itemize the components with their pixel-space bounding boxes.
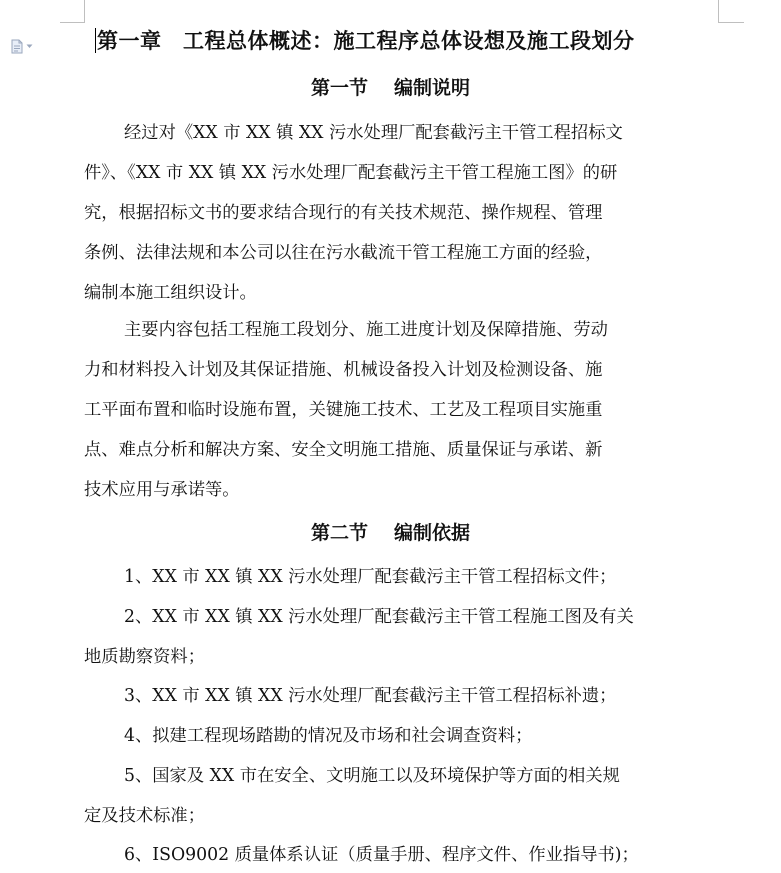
- paragraph-line: 件》、《XX 市 XX 镇 XX 污水处理厂配套截污主干管工程施工图》的研: [84, 163, 618, 183]
- list-item-line: 地质勘察资料；: [84, 647, 205, 667]
- list-item-5: [84, 756, 696, 836]
- list-item-3: [84, 676, 696, 716]
- text-cursor: [95, 28, 96, 53]
- crop-mark-left-horizontal: [60, 22, 85, 23]
- document-icon: [11, 39, 23, 54]
- list-item-line: 2、XX 市 XX 镇 XX 污水处理厂配套截污主干管工程施工图及有关: [124, 607, 634, 627]
- crop-mark-right-horizontal: [718, 22, 744, 23]
- section-title-text: 编制说明: [394, 77, 471, 99]
- list-item-6: [84, 835, 696, 873]
- list-item-line: 定及技术标准；: [84, 806, 205, 826]
- paragraph-menu-button[interactable]: [11, 38, 41, 54]
- body-paragraph-2: [84, 310, 696, 510]
- section-number: 第二节: [310, 522, 368, 544]
- list-item-line: 1、XX 市 XX 镇 XX 污水处理厂配套截污主干管工程招标文件；: [124, 567, 617, 587]
- section-title-text: 编制依据: [394, 522, 471, 544]
- section-number: 第一节: [310, 77, 368, 99]
- paragraph-line: 主要内容包括工程施工段划分、施工进度计划及保障措施、劳动: [124, 320, 608, 340]
- list-item-4: [84, 716, 696, 756]
- crop-mark-right-vertical: [718, 0, 719, 22]
- paragraph-line: 究，根据招标文书的要求结合现行的有关技术规范、操作规程、管理: [84, 203, 603, 223]
- paragraph-line: 点、难点分析和解决方案、安全文明施工措施、质量保证与承诺、新: [84, 440, 603, 460]
- paragraph-line: 技术应用与承诺等。: [84, 480, 240, 500]
- crop-mark-left-vertical: [84, 0, 85, 22]
- paragraph-line: 条例、法律法规和本公司以往在污水截流干管工程施工方面的经验，: [84, 243, 603, 263]
- list-item-line: 6、ISO9002 质量体系认证（质量手册、程序文件、作业指导书)；: [124, 845, 639, 865]
- list-item-1: [84, 557, 696, 597]
- section-heading-2: [0, 518, 781, 545]
- paragraph-line: 力和材料投入计划及其保证措施、机械设备投入计划及检测设备、施: [84, 360, 603, 380]
- section-heading-1: [0, 73, 781, 100]
- paragraph-line: 经过对《XX 市 XX 镇 XX 污水处理厂配套截污主干管工程招标文: [124, 123, 623, 143]
- list-item-2: [84, 597, 696, 677]
- chevron-down-icon: [26, 44, 33, 49]
- paragraph-line: 编制本施工组织设计。: [84, 283, 257, 303]
- list-item-line: 4、拟建工程现场踏勘的情况及市场和社会调查资料；: [124, 726, 533, 746]
- list-item-line: 5、国家及 XX 市在安全、文明施工以及环境保护等方面的相关规: [124, 766, 620, 786]
- list-item-line: 3、XX 市 XX 镇 XX 污水处理厂配套截污主干管工程招标补遗；: [124, 686, 617, 706]
- body-paragraph-1: [84, 113, 696, 313]
- chapter-title: 第一章 工程总体概述：施工程序总体设想及施工段划分: [97, 29, 635, 53]
- paragraph-line: 工平面布置和临时设施布置，关键施工技术、工艺及工程项目实施重: [84, 400, 603, 420]
